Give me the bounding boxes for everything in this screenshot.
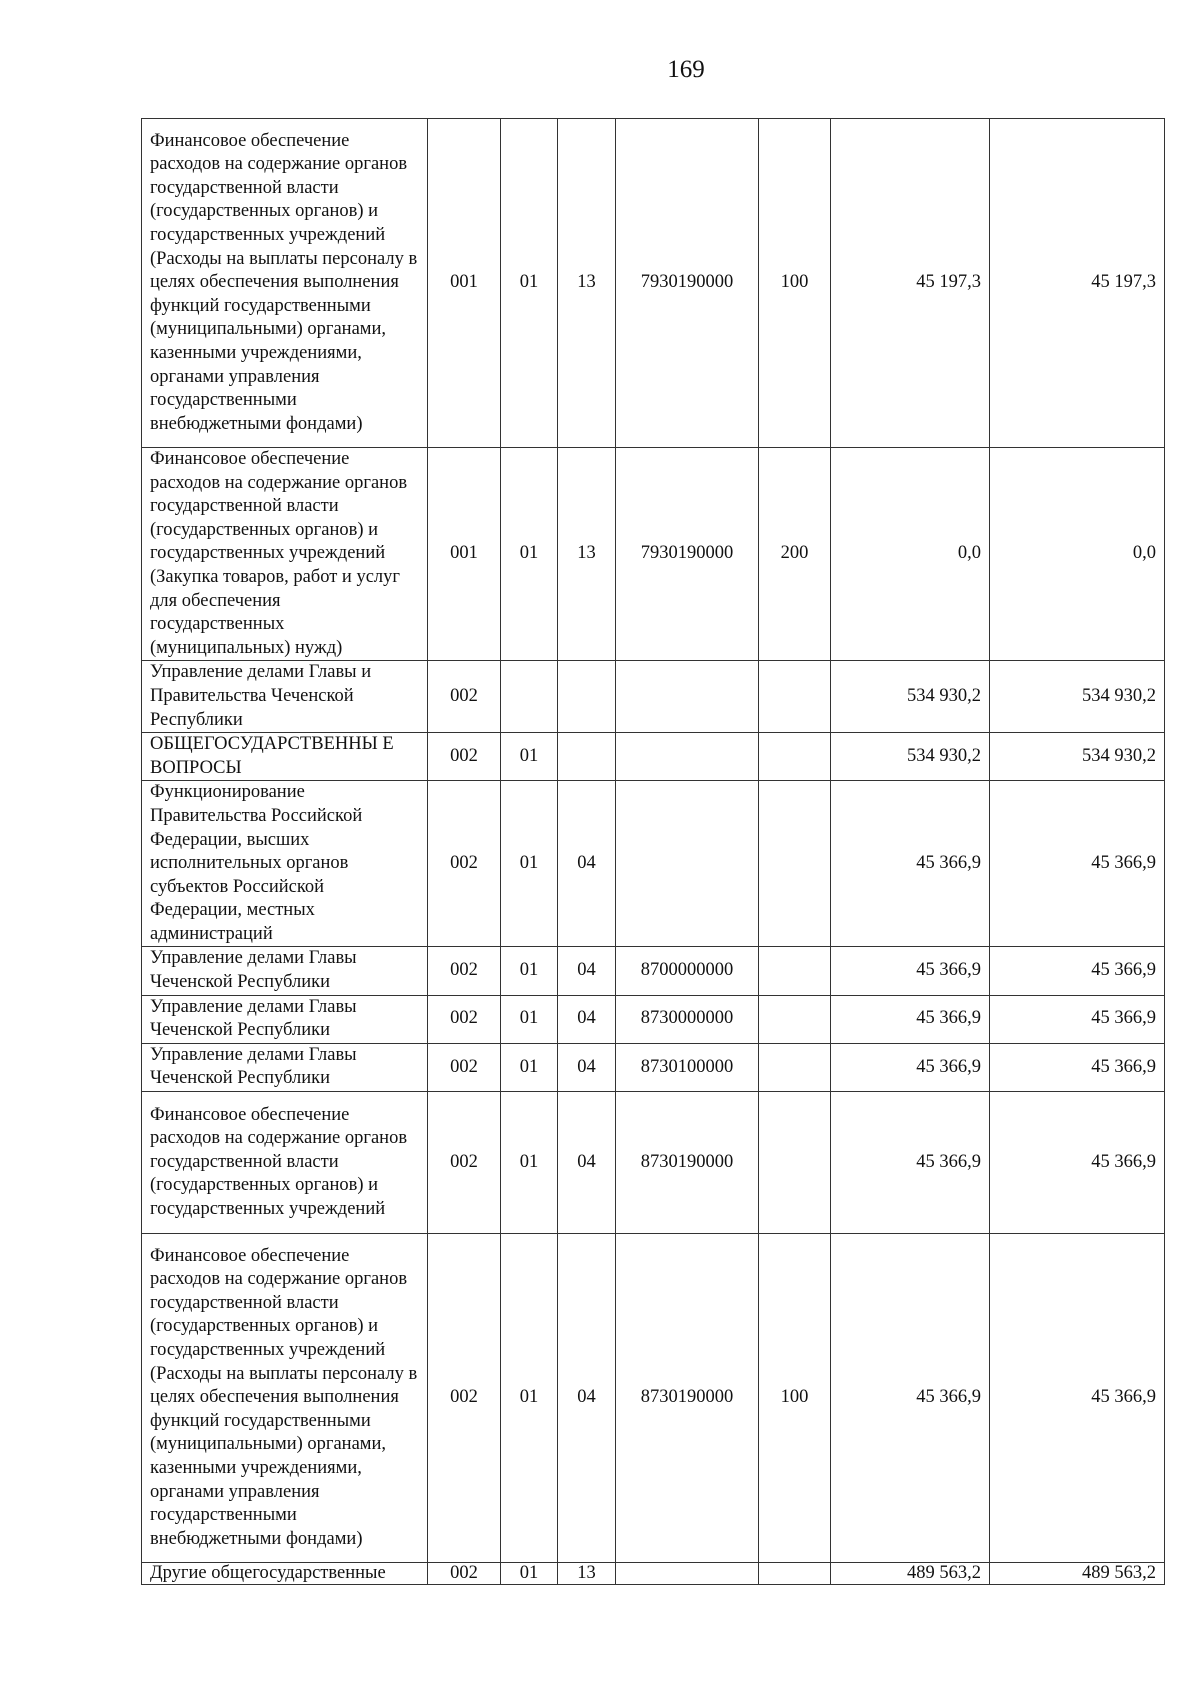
amount-1: 45 197,3 xyxy=(831,119,990,448)
subsection-code xyxy=(558,661,616,733)
target-article-code xyxy=(616,661,759,733)
table-row xyxy=(142,733,1165,781)
row-name: Управление делами Главы Чеченской Республики xyxy=(142,1043,428,1091)
amount-2: 534 930,2 xyxy=(990,661,1165,733)
amount-2: 489 563,2 xyxy=(990,1563,1165,1585)
subsection-code: 04 xyxy=(558,995,616,1043)
grbs-code: 002 xyxy=(428,947,501,995)
target-article-code: 8700000000 xyxy=(616,947,759,995)
row-name: ОБЩЕГОСУДАРСТВЕННЫ Е ВОПРОСЫ xyxy=(142,733,428,781)
target-article-code xyxy=(616,1563,759,1585)
table-row xyxy=(142,1043,1165,1091)
section-code: 01 xyxy=(501,781,558,947)
grbs-code: 002 xyxy=(428,733,501,781)
subsection-code xyxy=(558,733,616,781)
target-article-code: 8730190000 xyxy=(616,1234,759,1563)
grbs-code: 002 xyxy=(428,995,501,1043)
target-article-code: 8730100000 xyxy=(616,1043,759,1091)
table-row xyxy=(142,119,1165,448)
amount-2: 45 366,9 xyxy=(990,995,1165,1043)
amount-1: 45 366,9 xyxy=(831,1043,990,1091)
target-article-code xyxy=(616,781,759,947)
expense-type-code xyxy=(759,661,831,733)
section-code: 01 xyxy=(501,1092,558,1234)
section-code: 01 xyxy=(501,1234,558,1563)
expense-type-code xyxy=(759,1043,831,1091)
subsection-code: 04 xyxy=(558,1043,616,1091)
target-article-code: 7930190000 xyxy=(616,119,759,448)
amount-1: 0,0 xyxy=(831,448,990,661)
section-code: 01 xyxy=(501,947,558,995)
target-article-code: 8730000000 xyxy=(616,995,759,1043)
section-code xyxy=(501,661,558,733)
row-name: Другие общегосударственные xyxy=(142,1563,428,1585)
grbs-code: 002 xyxy=(428,1043,501,1091)
expense-type-code: 200 xyxy=(759,448,831,661)
row-name: Управление делами Главы Чеченской Республики xyxy=(142,947,428,995)
table-row xyxy=(142,1092,1165,1234)
page-number: 169 xyxy=(667,56,705,83)
amount-2: 45 366,9 xyxy=(990,781,1165,947)
grbs-code: 001 xyxy=(428,119,501,448)
target-article-code: 8730190000 xyxy=(616,1092,759,1234)
row-name: Управление делами Главы и Правительства Чеченской Республики xyxy=(142,661,428,733)
grbs-code: 002 xyxy=(428,661,501,733)
row-name: Управление делами Главы Чеченской Республики xyxy=(142,995,428,1043)
amount-1: 45 366,9 xyxy=(831,1234,990,1563)
section-code: 01 xyxy=(501,1563,558,1585)
row-name: Финансовое обеспечение расходов на содержание органов государственной власти (государственных органов) и государственных учреждений (Расходы на выплаты персоналу в целях обеспечения выполнения функций государственными (муниципальными) органами, казенными учреждениями, органами управления государственными внебюджетными фондами) xyxy=(142,119,428,448)
expense-type-code: 100 xyxy=(759,1234,831,1563)
expense-type-code xyxy=(759,733,831,781)
subsection-code: 13 xyxy=(558,1563,616,1585)
amount-2: 0,0 xyxy=(990,448,1165,661)
amount-1: 45 366,9 xyxy=(831,1092,990,1234)
subsection-code: 04 xyxy=(558,1092,616,1234)
expense-type-code: 100 xyxy=(759,119,831,448)
section-code: 01 xyxy=(501,1043,558,1091)
amount-2: 45 366,9 xyxy=(990,947,1165,995)
row-name: Финансовое обеспечение расходов на содержание органов государственной власти (государственных органов) и государственных учреждений xyxy=(142,1092,428,1234)
subsection-code: 13 xyxy=(558,448,616,661)
row-name: Финансовое обеспечение расходов на содержание органов государственной власти (государственных органов) и государственных учреждений (Расходы на выплаты персоналу в целях обеспечения выполнения функций государственными (муниципальными) органами, казенными учреждениями, органами управления государственными внебюджетными фондами) xyxy=(142,1234,428,1563)
expense-type-code xyxy=(759,1092,831,1234)
target-article-code xyxy=(616,733,759,781)
grbs-code: 002 xyxy=(428,1563,501,1585)
subsection-code: 13 xyxy=(558,119,616,448)
amount-1: 534 930,2 xyxy=(831,661,990,733)
grbs-code: 002 xyxy=(428,781,501,947)
section-code: 01 xyxy=(501,119,558,448)
table-row xyxy=(142,661,1165,733)
expense-type-code xyxy=(759,1563,831,1585)
subsection-code: 04 xyxy=(558,947,616,995)
table-row xyxy=(142,1563,1165,1585)
grbs-code: 001 xyxy=(428,448,501,661)
section-code: 01 xyxy=(501,448,558,661)
amount-1: 489 563,2 xyxy=(831,1563,990,1585)
section-code: 01 xyxy=(501,995,558,1043)
expense-type-code xyxy=(759,995,831,1043)
table-row xyxy=(142,1234,1165,1563)
section-code: 01 xyxy=(501,733,558,781)
grbs-code: 002 xyxy=(428,1092,501,1234)
table-row xyxy=(142,781,1165,947)
amount-2: 45 366,9 xyxy=(990,1043,1165,1091)
row-name: Финансовое обеспечение расходов на содержание органов государственной власти (государственных органов) и государственных учреждений (Закупка товаров, работ и услуг для обеспечения государственных (муниципальных) нужд) xyxy=(142,448,428,661)
expense-type-code xyxy=(759,947,831,995)
expense-type-code xyxy=(759,781,831,947)
grbs-code: 002 xyxy=(428,1234,501,1563)
amount-2: 534 930,2 xyxy=(990,733,1165,781)
amount-1: 45 366,9 xyxy=(831,781,990,947)
target-article-code: 7930190000 xyxy=(616,448,759,661)
table-row xyxy=(142,995,1165,1043)
amount-2: 45 197,3 xyxy=(990,119,1165,448)
subsection-code: 04 xyxy=(558,1234,616,1563)
amount-2: 45 366,9 xyxy=(990,1234,1165,1563)
table-row xyxy=(142,947,1165,995)
amount-1: 45 366,9 xyxy=(831,947,990,995)
budget-table xyxy=(141,118,1165,1585)
subsection-code: 04 xyxy=(558,781,616,947)
table-row xyxy=(142,448,1165,661)
amount-1: 534 930,2 xyxy=(831,733,990,781)
row-name: Функционирование Правительства Российской Федерации, высших исполнительных органов субъектов Российской Федерации, местных администраций xyxy=(142,781,428,947)
amount-1: 45 366,9 xyxy=(831,995,990,1043)
amount-2: 45 366,9 xyxy=(990,1092,1165,1234)
